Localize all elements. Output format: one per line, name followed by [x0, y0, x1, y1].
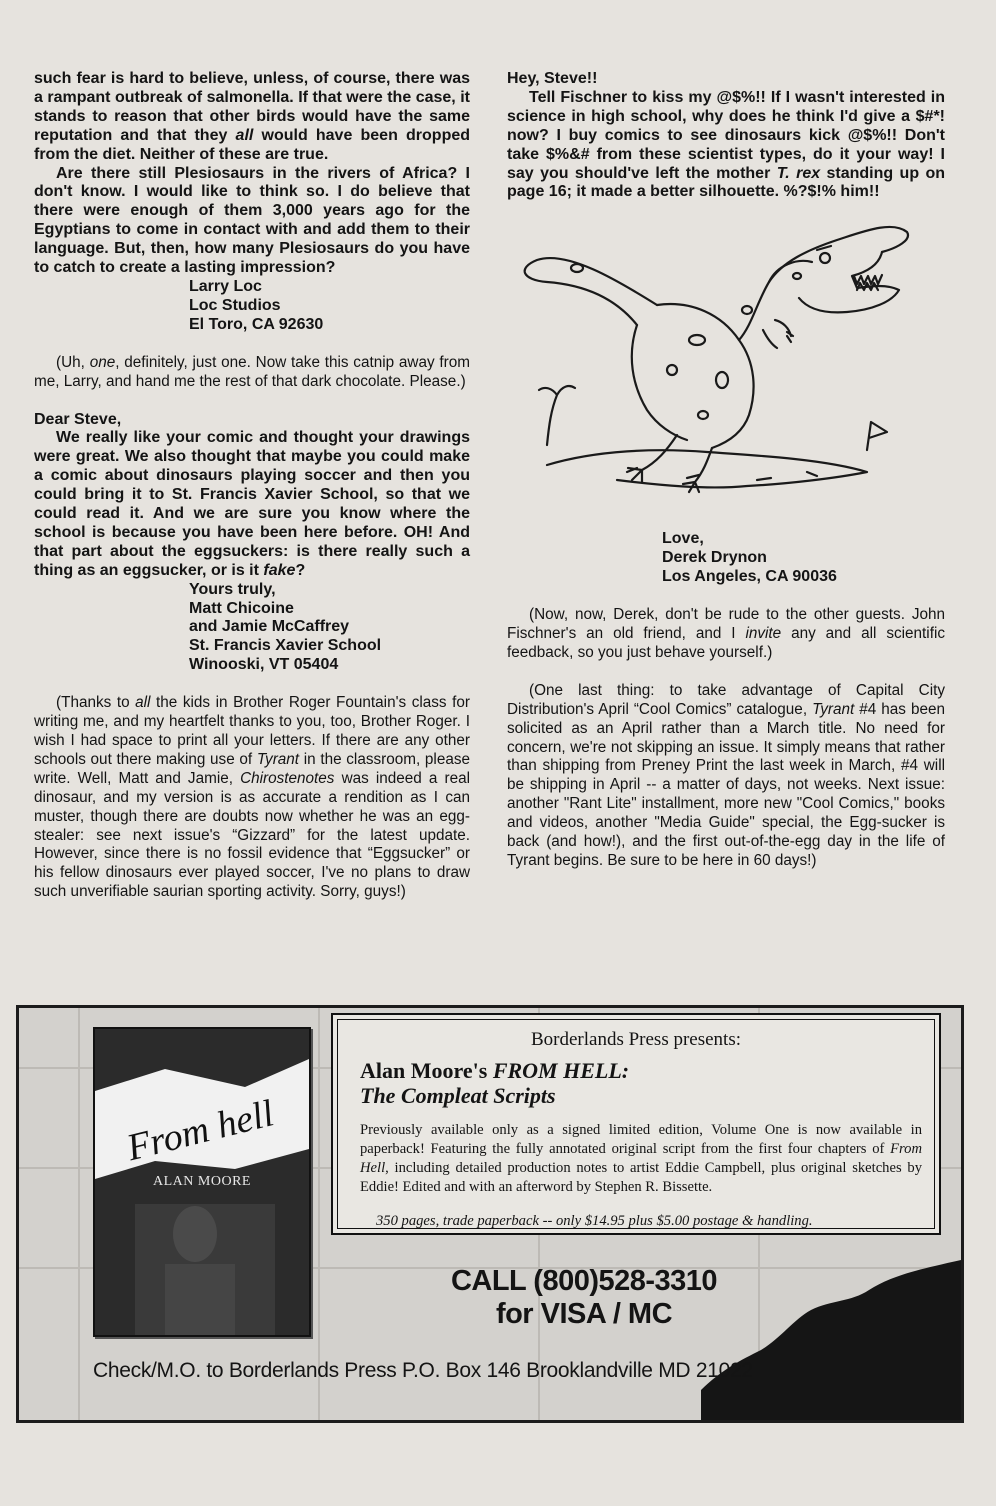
ad-text-box [331, 1013, 941, 1235]
letter3-salutation: Hey, Steve!! [507, 70, 598, 87]
hill-silhouette [701, 1260, 961, 1420]
right-column [507, 70, 945, 871]
editor-reply4: (One last thing: to take advantage of Capital City Distribution's April “Cool Comics” catalogue, Tyrant #4 has been solicited as an April rather than a March title. No need for concern, we're not skipping an issue. It simply means that rather than shipping from Preney Print the last week in March, #4 will be shipping in April -- a matter of days, not weeks. Next issue: another "Rant Lite" installment, more new "Cool Comics," books and videos, another "Media Guide" special, the Egg-sucker is back (and how!), and the first out-of-the-egg day in the life of Tyrant begins. Be sure to be here in 60 days!) [507, 681, 945, 869]
signature-line: Yours truly, [189, 580, 276, 598]
ad-title-line1: Alan Moore's FROM HELL: [360, 1058, 630, 1083]
signature-line: Loc Studios [189, 296, 281, 314]
book-title-script: From hell [122, 1092, 278, 1170]
signature-line: St. Francis Xavier School [189, 637, 382, 655]
signature-line: and Jamie McCaffrey [189, 618, 350, 636]
left-column [34, 70, 470, 902]
ad-title-line2: The Compleat Scripts [360, 1083, 556, 1108]
letter1-signature [34, 278, 470, 335]
letter2-paragraph: We really like your comic and thought your drawings were great. We also thought that maybe you could make a comic about dinosaurs playing soccer and then you could bring it to St. Francis Xavier School, so that we could read it. And we are sure you know where the school is because you have been here before. OH! And that part about the eggsuckers: is there really such a thing as an eggsucker, or is it fake? [34, 429, 470, 579]
advertisement [16, 1005, 964, 1423]
book-cover [93, 1027, 311, 1337]
editor-reply2: (Thanks to all the kids in Brother Roger Fountain's class for writing me, and my heartfelt thanks to you, too, Brother Roger. I wish I had space to print all your letters. If there are any other schools out there making use of Tyrant in the classroom, please write. Well, Matt and Jamie, Chirostenotes was indeed a real dinosaur, and my version is as accurate a rendition as I can muster, though there are doubts now whether he was an egg-stealer: see next issue's “Gizzard” for the latest update. However, since there is no fossil evidence that “Eggsucker” or his fellow dinosaurs ever played soccer, I've no plans to draw such unverifiable saurian sporting activity. Sorry, guys!) [34, 694, 471, 901]
ad-payment: for VISA / MC [495, 1298, 673, 1330]
letter1-paragraph1: such fear is hard to believe, unless, of course, there was a rampant outbreak of salmonella. If that were the case, it stands to reason that other birds would have the same reputation and that they all would have been dropped from the diet. Neither of these are true. [34, 70, 471, 163]
letter2-signature [34, 581, 470, 676]
ad-price: 350 pages, trade paperback -- only $14.95 plus $5.00 postage & handling. [376, 1213, 813, 1229]
dinosaur-illustration [507, 210, 945, 530]
signature-line: El Toro, CA 92630 [189, 315, 324, 333]
signature-line: Los Angeles, CA 90036 [662, 568, 837, 586]
letter3-signature [507, 530, 945, 587]
editor-reply3: (Now, now, Derek, don't be rude to the other guests. John Fischner's an old friend, and I invite any and all scientific feedback, so you just behave yourself.) [507, 606, 945, 661]
signature-line: Matt Chicoine [189, 599, 294, 617]
signature-line: Winooski, VT 05404 [189, 656, 339, 674]
book-author: ALAN MOORE [153, 1174, 251, 1189]
signature-line: Love, [662, 530, 704, 548]
ad-presents: Borderlands Press presents: [530, 1029, 742, 1050]
ad-phone: CALL (800)528-3310 [450, 1265, 718, 1297]
editor-reply1: (Uh, one, definitely, just one. Now take this catnip away from me, Larry, and hand me the rest of that dark chocolate. Please.) [34, 353, 470, 390]
letter2-salutation: Dear Steve, [34, 410, 122, 428]
tyrannosaurus-drawing-icon [507, 210, 945, 530]
ad-body: Previously available only as a signed limited edition, Volume One is now available in paperback! Featuring the fully annotated original script from the first four chapters of From Hell, including detailed production notes to artist Eddie Campbell, plus original sketches by Eddie! Edited and with an afterword by Stephen R. Bissette. [360, 1122, 922, 1195]
letter3-paragraph: Tell Fischner to kiss my @$%!! If I wasn't interested in science in high school, why does he think I'd give a $#*! now? I buy comics to see dinosaurs kick @$%!! Don't take $%&# from these scientist types, do it your way! I say you should've left the mother T. rex standing up on page 16; it made a better silhouette. %?$!% him!! [507, 88, 946, 201]
ad-footer: Check/M.O. to Borderlands Press P.O. Box 146 Brooklandville MD 21022 [93, 1359, 753, 1382]
letter1-paragraph2: Are there still Plesiosaurs in the rivers of Africa? I don't know. I would like to think so. I do believe that there were enough of them 3,000 years ago for the Egyptians to come in contact with and add them to their language. But, then, how many Plesiosaurs do you have to catch to create a lasting impression? [34, 164, 470, 277]
signature-line: Larry Loc [189, 277, 262, 295]
signature-line: Derek Drynon [662, 549, 767, 567]
